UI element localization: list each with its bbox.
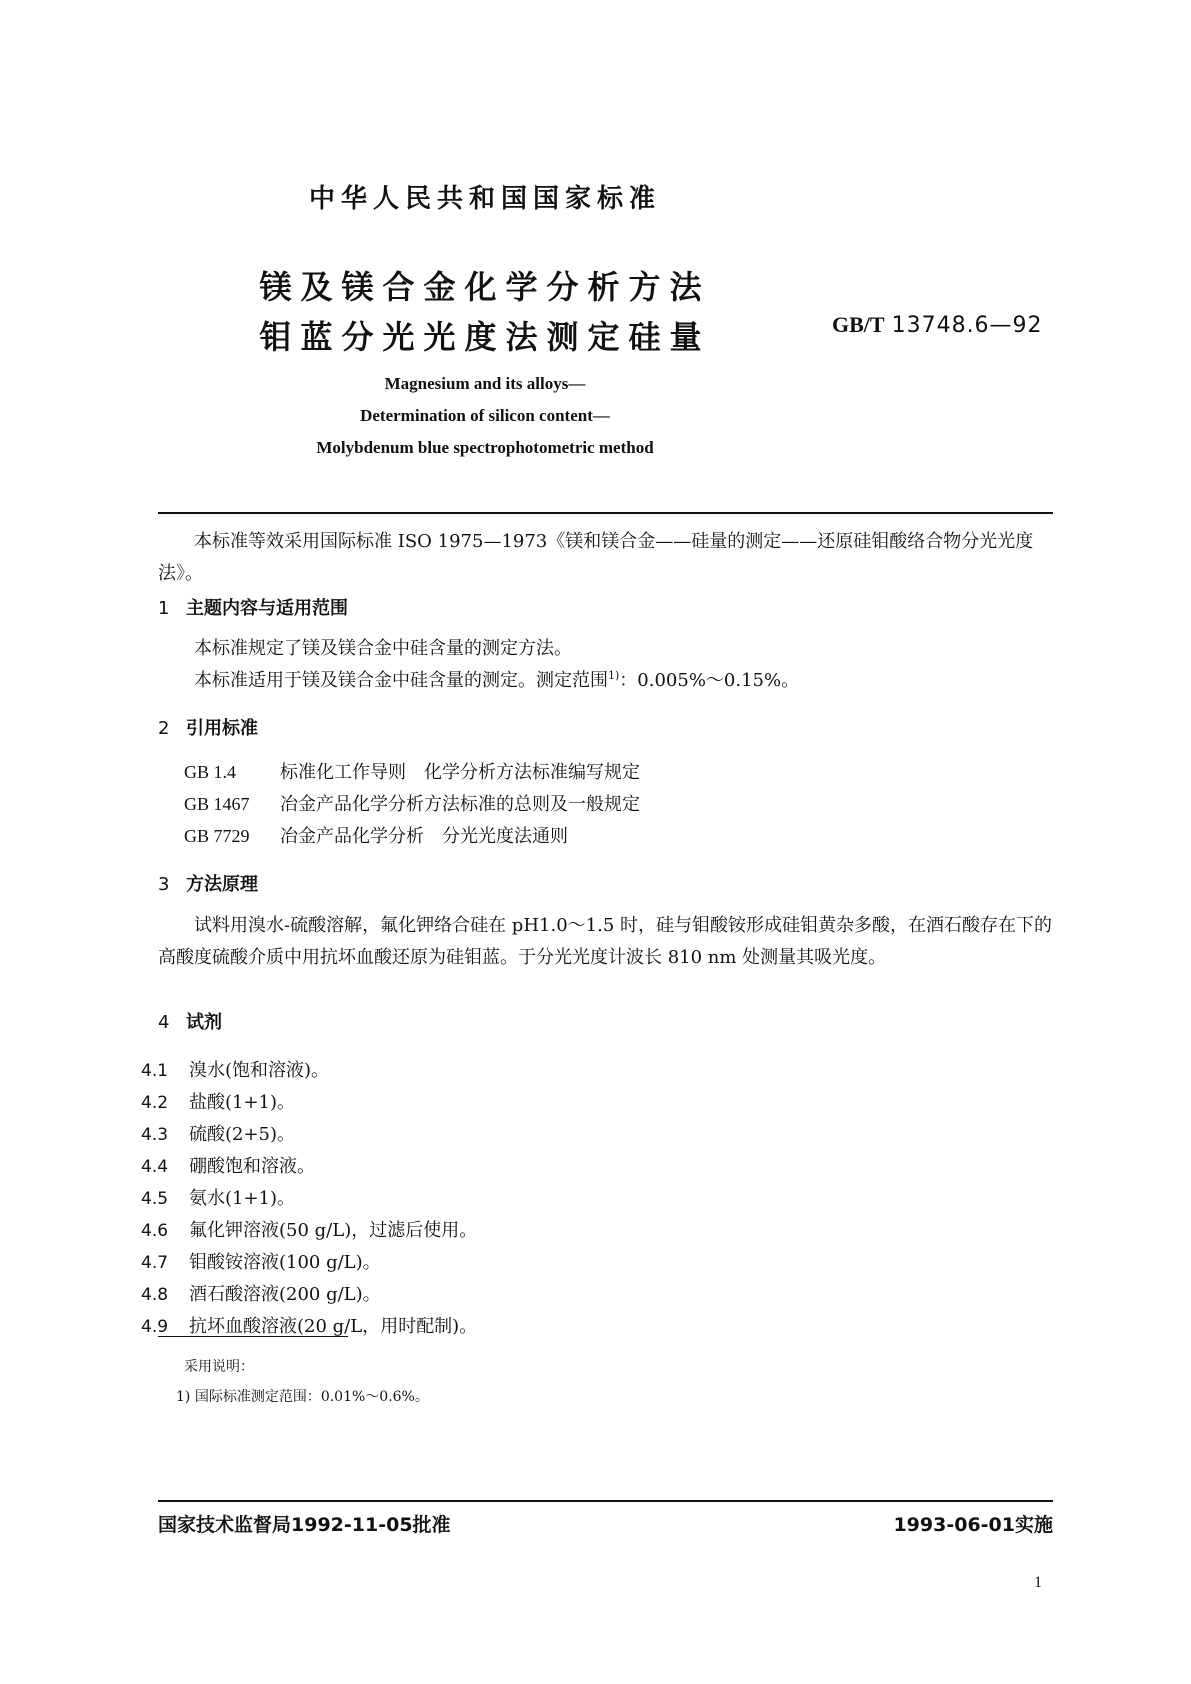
section-title: 引用标准: [186, 718, 258, 739]
bottom-divider: [158, 1500, 1053, 1502]
reagent-number: 4.4: [141, 1157, 169, 1177]
reagent-text: 硫酸(2+5)。: [189, 1124, 296, 1145]
footnote-divider: [158, 1336, 348, 1337]
scope-line-2: [194, 666, 799, 692]
reagent-number: 4.8: [141, 1285, 169, 1305]
reagent-text: 钼酸铵溶液(100 g/L)。: [189, 1252, 381, 1273]
reagent-text: 硼酸饱和溶液。: [189, 1156, 315, 1177]
scope-line-2-range: ：0.005%～0.15%。: [619, 670, 800, 691]
reagent-item: [141, 1152, 315, 1178]
title-zh-line1: 镁及镁合金化学分析方法: [259, 268, 711, 306]
reference-name: 冶金产品化学分析方法标准的总则及一般规定: [280, 794, 640, 815]
top-divider: [158, 512, 1053, 514]
reagent-item: [141, 1216, 477, 1242]
section-heading-references: [158, 714, 258, 740]
footnote-label: 采用说明：: [184, 1359, 254, 1375]
reagent-item: [141, 1120, 295, 1146]
reagent-number: 4.6: [141, 1221, 169, 1241]
reagent-number: 4.7: [141, 1253, 169, 1273]
section-heading-principle: [158, 870, 258, 896]
section-number: 4: [158, 1012, 170, 1033]
reference-item: [184, 822, 568, 848]
standard-code-prefix: GB/T: [832, 312, 885, 337]
section-heading-reagents: [158, 1008, 222, 1034]
scope-line-1: 本标准规定了镁及镁合金中硅含量的测定方法。: [194, 638, 572, 659]
reagent-number: 4.2: [141, 1093, 169, 1113]
reagent-text: 酒石酸溶液(200 g/L)。: [189, 1284, 381, 1305]
reference-name: 冶金产品化学分析 分光光度法通则: [280, 826, 568, 847]
title-en-line1: Magnesium and its alloys—: [384, 374, 586, 393]
reagent-text: 抗坏血酸溶液(20 g/L，用时配制)。: [189, 1316, 478, 1337]
page-number: 1: [1034, 1574, 1042, 1591]
standard-code-number: 13748.6—92: [891, 313, 1043, 338]
reagent-number: 4.3: [141, 1125, 169, 1145]
reagent-item: [141, 1088, 295, 1114]
reagent-item: [141, 1280, 381, 1306]
reagent-text: 氟化钾溶液(50 g/L)，过滤后使用。: [189, 1220, 478, 1241]
reagent-text: 氨水(1+1)。: [189, 1188, 296, 1209]
reference-code: GB 1.4: [184, 762, 237, 782]
reference-item: [184, 758, 640, 784]
scope-line-2-text: 本标准适用于镁及镁合金中硅含量的测定。测定范围: [194, 670, 608, 691]
reagent-text: 盐酸(1+1)。: [189, 1092, 296, 1113]
section-number: 1: [158, 598, 170, 619]
section-title: 主题内容与适用范围: [186, 598, 348, 619]
national-standard-heading: 中华人民共和国国家标准: [308, 184, 661, 214]
standard-code: [832, 312, 1043, 338]
reference-name: 标准化工作导则 化学分析方法标准编写规定: [280, 762, 640, 783]
reagent-item: [141, 1248, 381, 1274]
section-heading-scope: [158, 594, 348, 620]
reagent-number: 4.9: [141, 1317, 169, 1337]
reagent-text: 溴水(饱和溶液)。: [189, 1060, 330, 1081]
footnote-text: 1) 国际标准测定范围：0.01%～0.6%。: [176, 1389, 429, 1405]
approval-date: 国家技术监督局1992-11-05批准: [158, 1514, 451, 1536]
section-title: 试剂: [186, 1012, 222, 1033]
title-en-line2: Determination of silicon content—: [360, 406, 610, 425]
reference-code: GB 7729: [184, 826, 250, 846]
implementation-date: 1993-06-01实施: [893, 1514, 1053, 1536]
reagent-item: [141, 1184, 295, 1210]
reagent-item: [141, 1056, 329, 1082]
reagent-item: [141, 1312, 477, 1338]
principle-paragraph: 试料用溴水-硫酸溶解，氟化钾络合硅在 pH1.0～1.5 时，硅与钼酸铵形成硅钼黄杂多酸，在酒石酸存在下的高酸度硫酸介质中用抗坏血酸还原为硅钼蓝。于分光光度计波长 810 nm 处测量其吸光度。: [158, 915, 1052, 968]
title-en-line3: Molybdenum blue spectrophotometric method: [316, 438, 654, 457]
footnote-marker: 1): [608, 669, 620, 682]
intro-paragraph: 本标准等效采用国际标准 ISO 1975—1973《镁和镁合金——硅量的测定——还原硅钼酸络合物分光光度法》。: [158, 531, 1034, 584]
title-zh-line2: 钼蓝分光光度法测定硅量: [259, 318, 711, 356]
section-number: 3: [158, 874, 170, 895]
section-number: 2: [158, 718, 170, 739]
reference-code: GB 1467: [184, 794, 250, 814]
section-title: 方法原理: [186, 874, 258, 895]
reagent-number: 4.5: [141, 1189, 169, 1209]
reference-item: [184, 790, 640, 816]
reagent-number: 4.1: [141, 1061, 169, 1081]
